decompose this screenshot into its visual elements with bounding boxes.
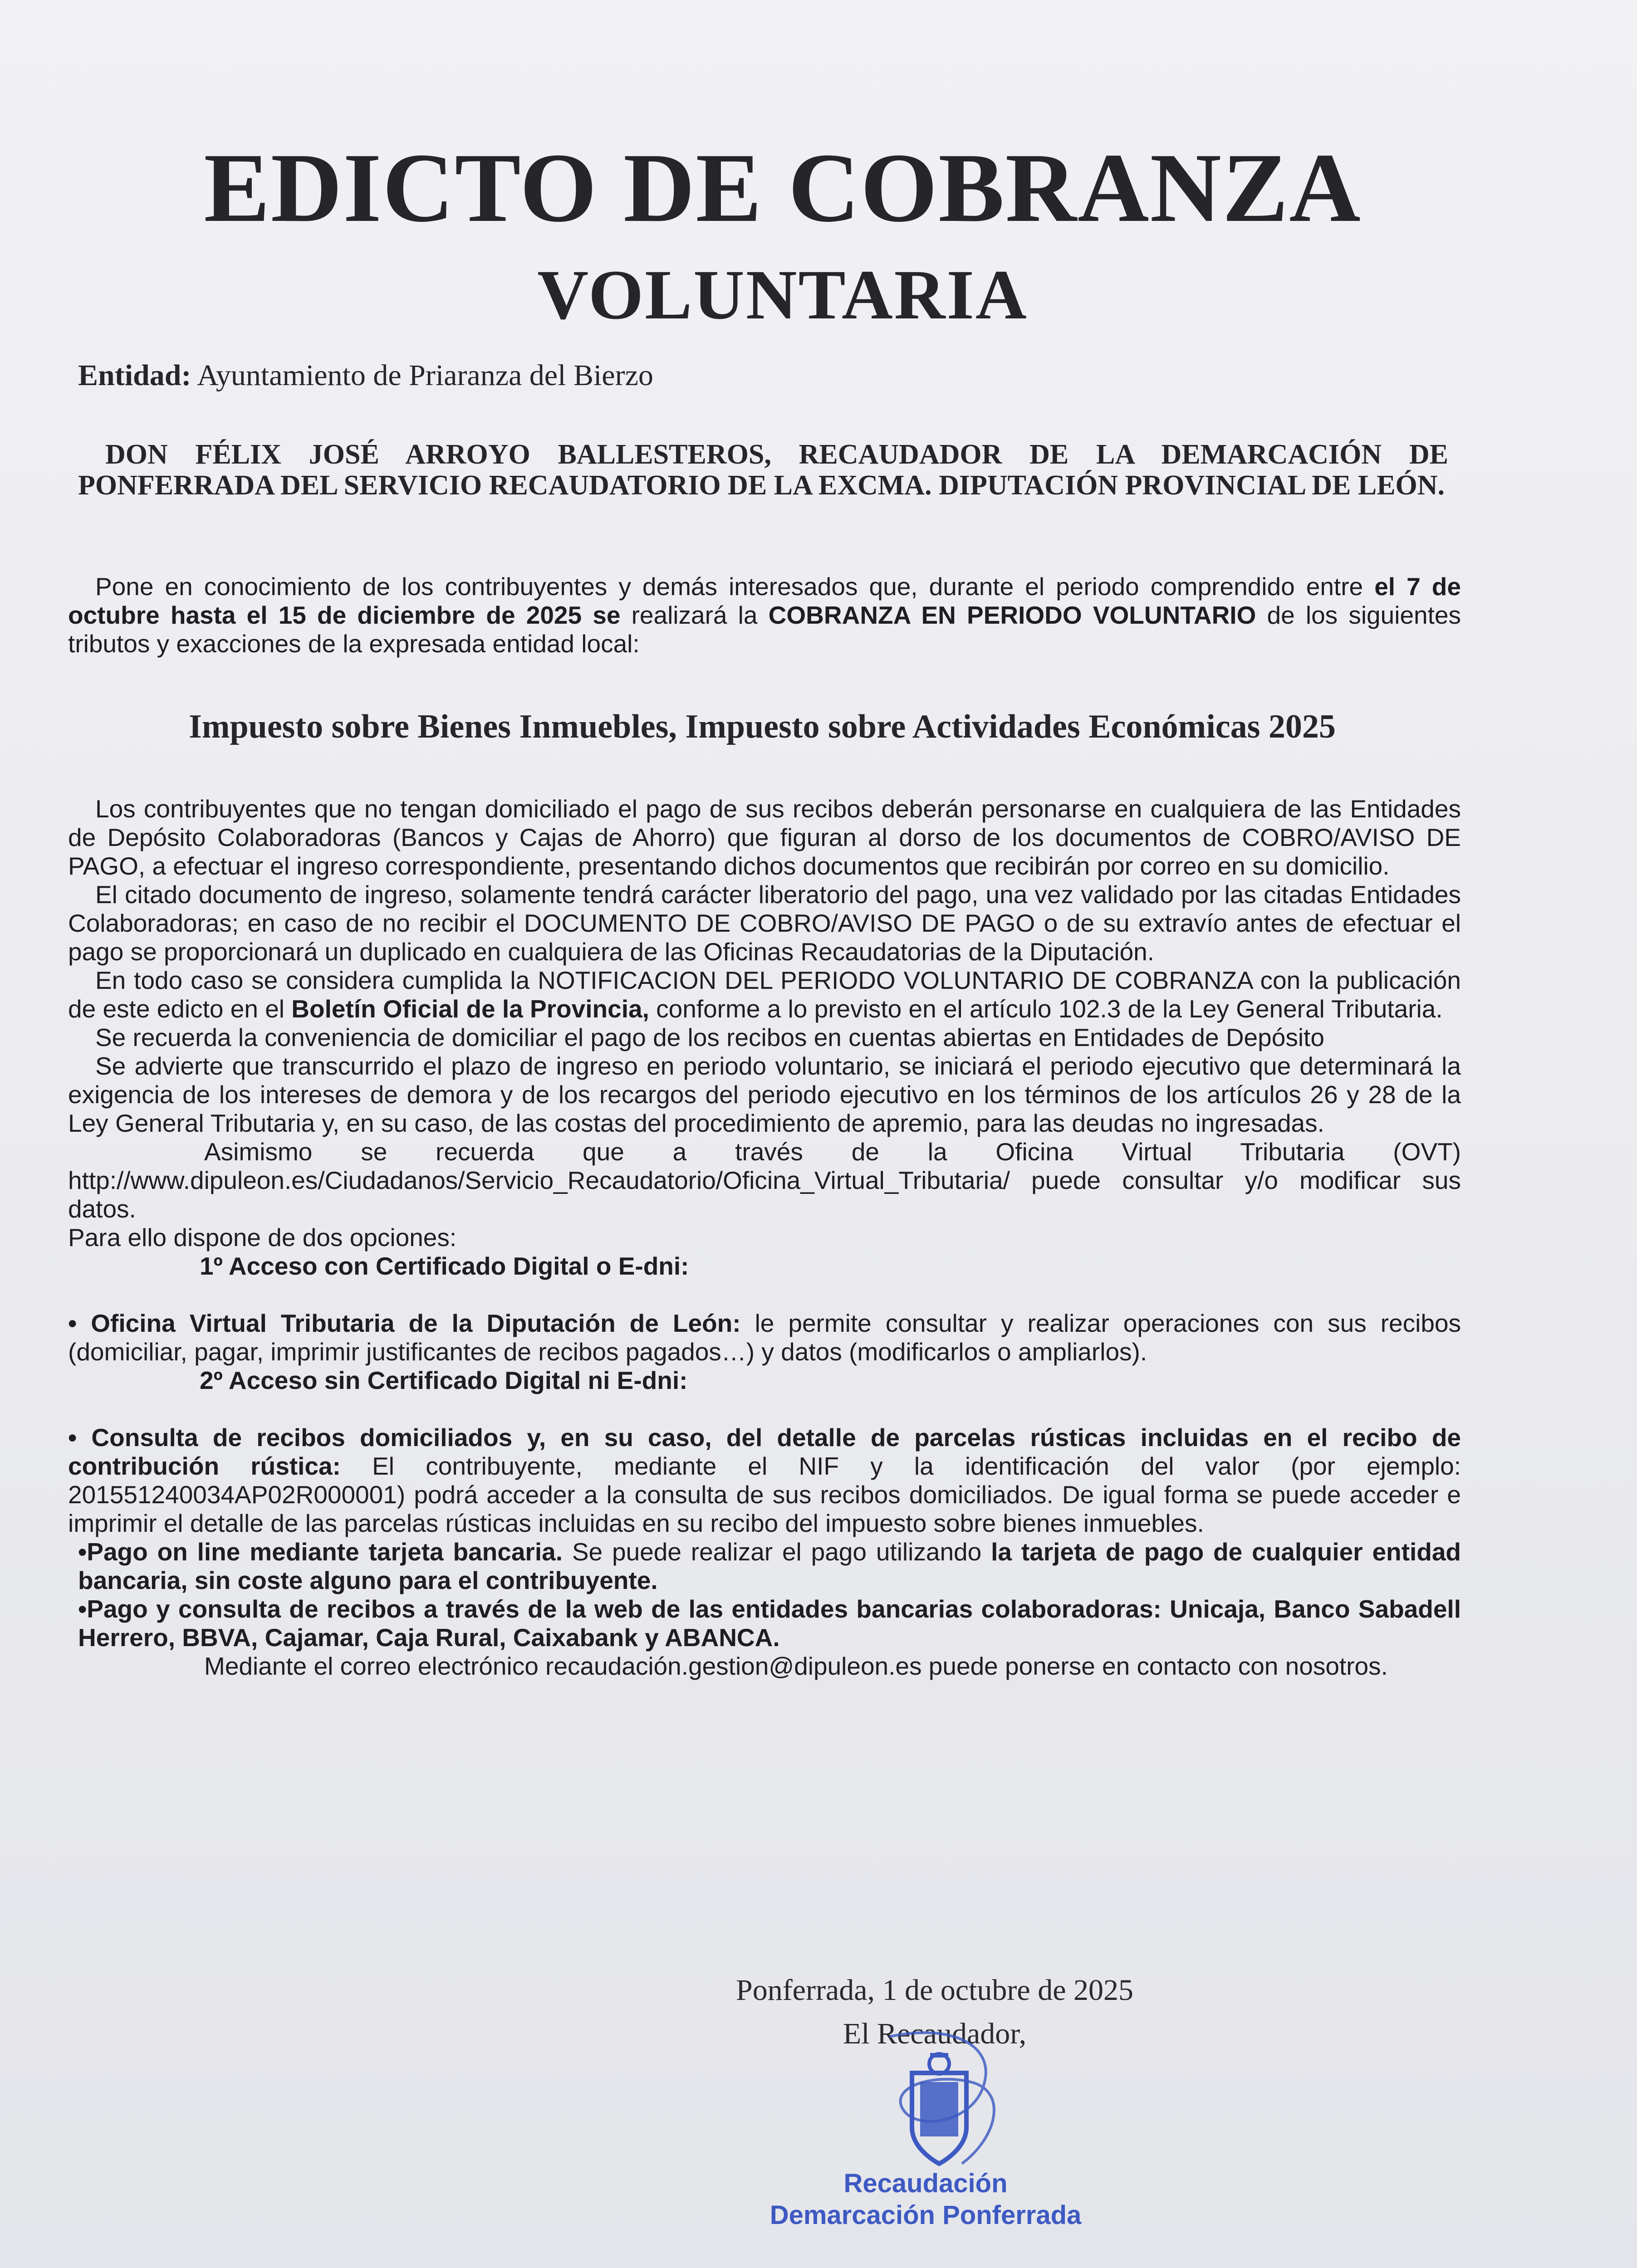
notification-text-1: En todo caso se considera cumplida la NOTIFICACION DEL PERIODO VOLUNTARIO DE COBRANZA con la publicación de este edicto en el bbox=[68, 966, 1461, 1023]
paragraph-payment: Los contribuyentes que no tengan domiciliado el pago de sus recibos deberán personarse en cualquiera de las Entidades de Depósito Colaboradoras (Bancos y Cajas de Ahorro) que figuran al dorso de los documentos de COBRO/AVISO DE PAGO, a efectuar el ingreso correspondiente, presentando dichos documentos que recibirán por correo en su domicilio. bbox=[68, 795, 1461, 880]
spacer bbox=[68, 1281, 1461, 1309]
option2-item3-title: •Pago y consulta de recibos a través de la web de las entidades bancarias colaboradoras: Unicaja, Banco Sabadell Herrero, BBVA, Cajamar, Caja Rural, Caixabank y ABANCA. bbox=[78, 1595, 1461, 1652]
option2-item1-text: El contribuyente, mediante el NIF y la identificación del valor (por ejemplo: 201551240034AP02R000001) podrá acceder a la consulta de sus recibos domiciliados. De igual forma se puede acceder e imprimir el detalle de las parcelas rústicas incluidas en su recibo del impuesto sobre bienes inmuebles. bbox=[68, 1452, 1461, 1537]
paragraph-domiciliation: Se recuerda la conveniencia de domiciliar el pago de los recibos en cuentas abiertas en Entidades de Depósito bbox=[95, 1023, 1324, 1051]
official-header: DON FÉLIX JOSÉ ARROYO BALLESTEROS, RECAUDADOR DE LA DEMARCACIÓN DE PONFERRADA DEL SERVICIO RECAUDATORIO DE LA EXCMA. DIPUTACIÓN PROVINCIAL DE LEÓN. bbox=[78, 439, 1448, 501]
document-subtitle: VOLUNTARIA bbox=[537, 255, 1028, 334]
option2-item-pago-online bbox=[68, 1538, 1461, 1595]
intro-text-3: de los siguientes tributos y exacciones de la expresada entidad local: bbox=[68, 601, 1461, 658]
option1-item bbox=[68, 1309, 1461, 1366]
paragraph-ovt: Asimismo se recuerda que a través de la Oficina Virtual Tributaria (OVT) http://www.dipuleon.es/Ciudadanos/Servicio_Recaudatorio/Oficina_Virtual_Tributaria/ puede consultar y/o modificar sus datos. bbox=[68, 1138, 1461, 1223]
paragraph-document: El citado documento de ingreso, solamente tendrá carácter liberatorio del pago, una vez validado por las citadas Entidades Colaboradoras; en caso de no recibir el DOCUMENTO DE COBRO/AVISO DE PAGO o de su extravío antes de efectuar el pago se proporcionará un duplicado en cualquiera de las Oficinas Recaudatorias de la Diputación. bbox=[68, 880, 1461, 966]
spacer bbox=[68, 1395, 1461, 1423]
stamp-line-2: Demarcación Ponferrada bbox=[769, 2200, 1082, 2230]
intro-emphasis: COBRANZA EN PERIODO VOLUNTARIO bbox=[768, 601, 1256, 629]
body-text bbox=[68, 795, 1461, 1681]
option2-item2-text: Se puede realizar el pago utilizando bbox=[563, 1538, 991, 1566]
signature-place-date: Ponferrada, 1 de octubre de 2025 bbox=[735, 1974, 1133, 2007]
intro-dates: el 7 de octubre hasta el 15 de diciembre de 2025 se bbox=[68, 572, 1461, 629]
paragraph-notification bbox=[68, 966, 1461, 1023]
seal-stamp bbox=[862, 2019, 1053, 2191]
signature-role: El Recaudador, bbox=[843, 2017, 1027, 2050]
paragraph-contact: Mediante el correo electrónico recaudación.gestion@dipuleon.es puede ponerse en contacto con nosotros. bbox=[204, 1652, 1388, 1680]
document-title: EDICTO DE COBRANZA bbox=[204, 133, 1362, 243]
paragraph-warning: Se advierte que transcurrido el plazo de ingreso en periodo voluntario, se iniciará el periodo ejecutivo que determinará la exigencia de los intereses de demora y de los recargos del periodo ejecutivo en los términos de los artículos 26 y 28 de la Ley General Tributaria y, en su caso, de las costas del procedimiento de apremio, para las deudas no ingresadas. bbox=[68, 1052, 1461, 1137]
entity-label: Entidad: bbox=[78, 359, 191, 392]
option2-item-consulta bbox=[68, 1423, 1461, 1538]
option2-item1-title: • Consulta de recibos domiciliados y, en su caso, del detalle de parcelas rústicas incluidas en el recibo de contribución rústica: bbox=[68, 1423, 1461, 1480]
option2-item2-emphasis: la tarjeta de pago de cualquier entidad bancaria, sin coste alguno para el contribuyente. bbox=[78, 1538, 1461, 1594]
option1-item-text: le permite consultar y realizar operaciones con sus recibos (domiciliar, pagar, imprimir justificantes de recibos pagados…) y datos (modificarlos o ampliarlos). bbox=[68, 1309, 1461, 1366]
option1-item-title: • Oficina Virtual Tributaria de la Diputación de León: bbox=[68, 1309, 741, 1337]
intro-text-2: realizará la bbox=[620, 601, 769, 629]
paragraph-options: Para ello dispone de dos opciones: bbox=[68, 1223, 457, 1251]
entity-line bbox=[78, 358, 653, 393]
tax-list-heading: Impuesto sobre Bienes Inmuebles, Impuesto sobre Actividades Económicas 2025 bbox=[189, 708, 1336, 745]
intro-paragraph bbox=[68, 572, 1461, 658]
option2-item-pago-bancos bbox=[68, 1595, 1461, 1652]
entity-value: Ayuntamiento de Priaranza del Bierzo bbox=[197, 359, 653, 392]
option2-item2-title: •Pago on line mediante tarjeta bancaria. bbox=[78, 1538, 563, 1566]
notification-boletin: Boletín Oficial de la Provincia, bbox=[291, 995, 649, 1023]
intro-text-1: Pone en conocimiento de los contribuyentes y demás interesados que, durante el periodo comprendido entre bbox=[95, 572, 1375, 601]
option2-heading: 2º Acceso sin Certificado Digital ni E-dni: bbox=[200, 1366, 688, 1394]
coat-of-arms-icon bbox=[912, 2053, 966, 2164]
notification-text-2: conforme a lo previsto en el artículo 102.3 de la Ley General Tributaria. bbox=[649, 995, 1443, 1023]
stamp-line-1: Recaudación bbox=[843, 2169, 1008, 2198]
option1-heading: 1º Acceso con Certificado Digital o E-dni: bbox=[200, 1252, 689, 1280]
